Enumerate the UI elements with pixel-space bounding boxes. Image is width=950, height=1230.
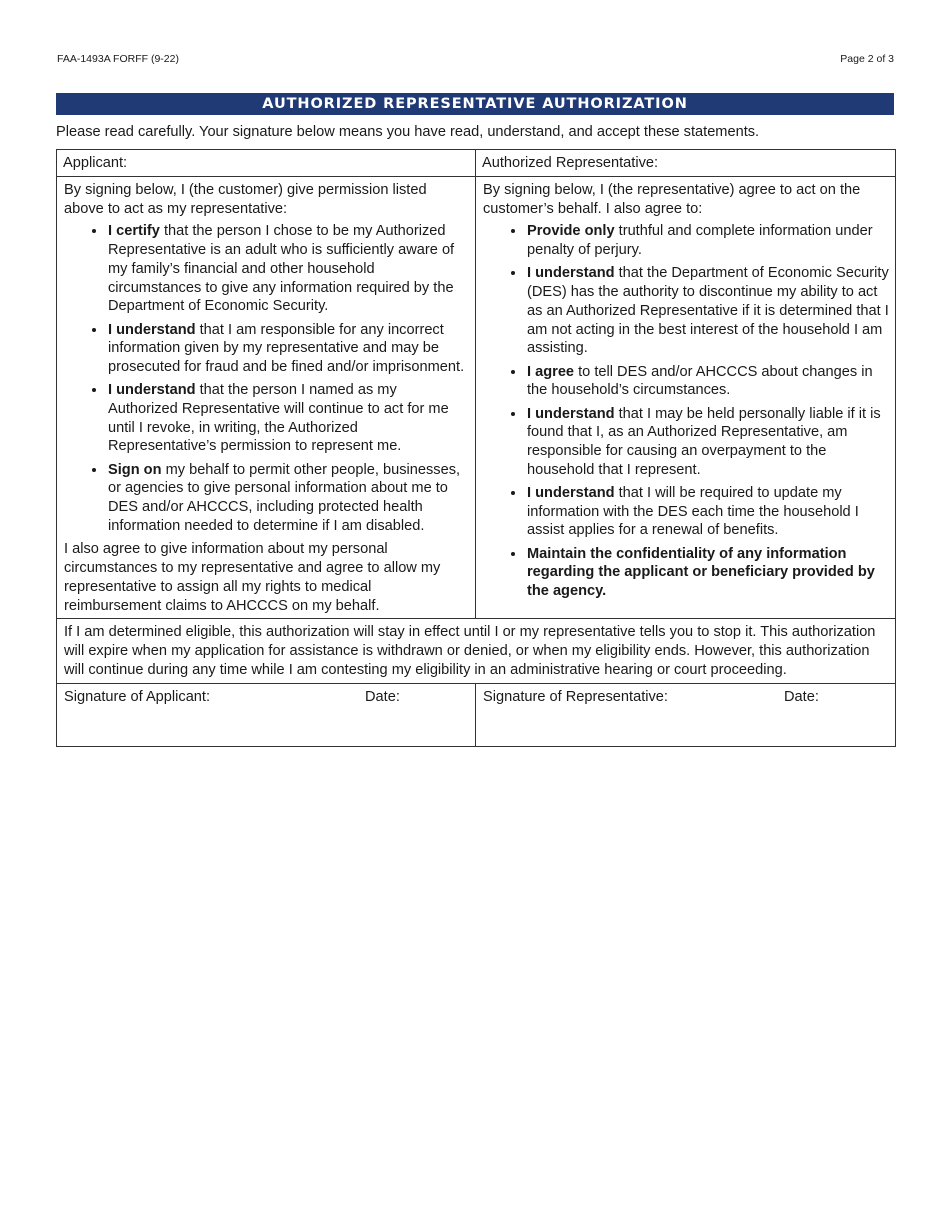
representative-statements — [476, 177, 896, 619]
authorization-table — [56, 149, 896, 747]
list-item-bold: Provide only — [527, 223, 615, 240]
representative-list — [483, 222, 889, 600]
representative-lead: By signing below, I (the representative) agree to act on the customer’s behalf. I also agree to: — [483, 182, 861, 217]
list-item-bold: I understand — [108, 321, 196, 338]
list-item — [107, 461, 469, 536]
duration-row — [57, 619, 896, 684]
list-item-bold: I understand — [108, 382, 196, 399]
representative-signature-field[interactable] — [476, 684, 896, 747]
applicant-statements — [57, 177, 476, 619]
list-item-text: that I am responsible for any incorrect information given by my representative and may be prosecuted for fraud and be fined and/or imprisonment. — [108, 321, 465, 375]
list-item-text: to tell DES and/or AHCCCS about changes in the household’s circumstances. — [527, 363, 873, 399]
signature-row — [57, 684, 896, 747]
list-item-bold: I agree — [527, 363, 575, 380]
column-headings-row — [57, 150, 896, 177]
section-title-banner: AUTHORIZED REPRESENTATIVE AUTHORIZATION — [56, 93, 894, 115]
list-item — [526, 545, 889, 601]
list-item — [107, 222, 469, 316]
list-item — [526, 222, 889, 259]
form-id: FAA-1493A FORFF (9-22) — [57, 53, 179, 65]
list-item-bold: I understand — [527, 484, 615, 501]
list-item-text: that I may be held personally liable if it is found that I, as an Authorized Representative, am responsible for causing an overpayment to the household that I represent. — [527, 405, 881, 478]
list-item-text: that the person I chose to be my Authorized Representative is an adult who is sufficiently aware of my family’s financial and other household circumstances to give any information required by the Department of Economic Security. — [108, 223, 455, 315]
list-item-text: truthful and complete information under penalty of perjury. — [527, 223, 873, 259]
representative-signature-label: Signature of Representative: — [483, 689, 668, 706]
applicant-signature-label: Signature of Applicant: — [64, 689, 211, 706]
list-item-text: that I will be required to update my information with the DES each time the household I assist applies for a renewal of benefits. — [527, 484, 859, 539]
list-item-bold: I understand — [527, 405, 615, 422]
intro-text: Please read carefully. Your signature below means you have read, understand, and accept these statements. — [56, 124, 760, 140]
list-item-bold: I certify — [108, 223, 160, 240]
list-item — [526, 264, 889, 358]
list-item-text: my behalf to permit other people, businesses, or agencies to give personal information about me to DES and/or AHCCCS, including protected health information needed to determine if I am disabled. — [108, 461, 461, 534]
list-item — [526, 484, 889, 540]
statements-row — [57, 177, 896, 619]
list-item — [526, 363, 889, 400]
applicant-list — [64, 222, 469, 535]
list-item-bold: Maintain the confidentiality of any information regarding the applicant or beneficiary provided by the agency. — [527, 545, 875, 600]
duration-note: If I am determined eligible, this authorization will stay in effect until I or my representative tells you to stop it. This authorization will expire when my application for assistance is withdrawn or denied, or when my eligibility ends. However, this authorization will continue during any time while I am contesting my eligibility in an administrative hearing or court proceeding. — [57, 619, 896, 684]
applicant-signature-field[interactable] — [57, 684, 476, 747]
page-number: Page 2 of 3 — [840, 53, 894, 65]
list-item — [526, 405, 889, 480]
list-item-bold: Sign on — [108, 461, 162, 478]
applicant-date-label: Date: — [365, 689, 400, 706]
applicant-closing: I also agree to give information about my personal circumstances to my representative and agree to allow my representative to assign all my rights to medical reimbursement claims to AHCCCS on my behalf. — [64, 541, 441, 614]
representative-date-label: Date: — [784, 689, 819, 706]
list-item — [107, 321, 469, 377]
list-item — [107, 381, 469, 456]
representative-heading: Authorized Representative: — [476, 150, 896, 177]
applicant-lead: By signing below, I (the customer) give permission listed above to act as my representative: — [64, 182, 427, 217]
list-item-text: that the Department of Economic Security (DES) has the authority to discontinue my ability to act as an Authorized Representative if it is determined that I am not acting in the best interest of the household I am assisting. — [527, 265, 889, 357]
applicant-heading: Applicant: — [57, 150, 476, 177]
list-item-bold: I understand — [527, 265, 615, 282]
list-item-text: that the person I named as my Authorized Representative will continue to act for me until I revoke, in writing, the Authorized Representative’s permission to represent me. — [108, 382, 449, 455]
